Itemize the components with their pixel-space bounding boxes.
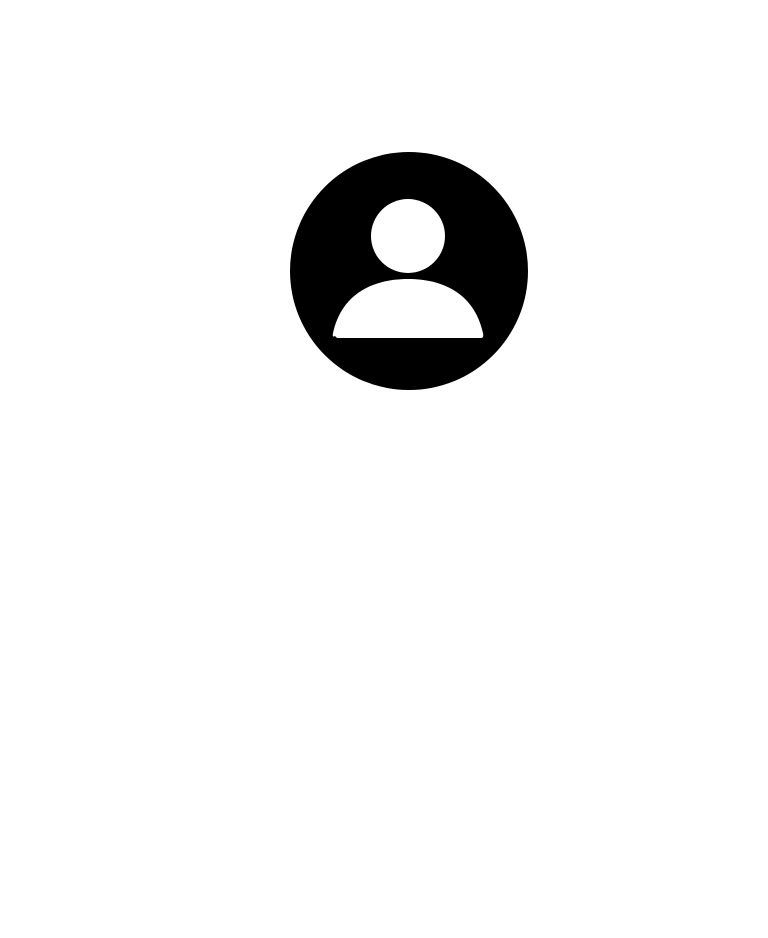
user-profile-icon[interactable]	[290, 152, 528, 390]
avatar-head	[371, 199, 445, 273]
